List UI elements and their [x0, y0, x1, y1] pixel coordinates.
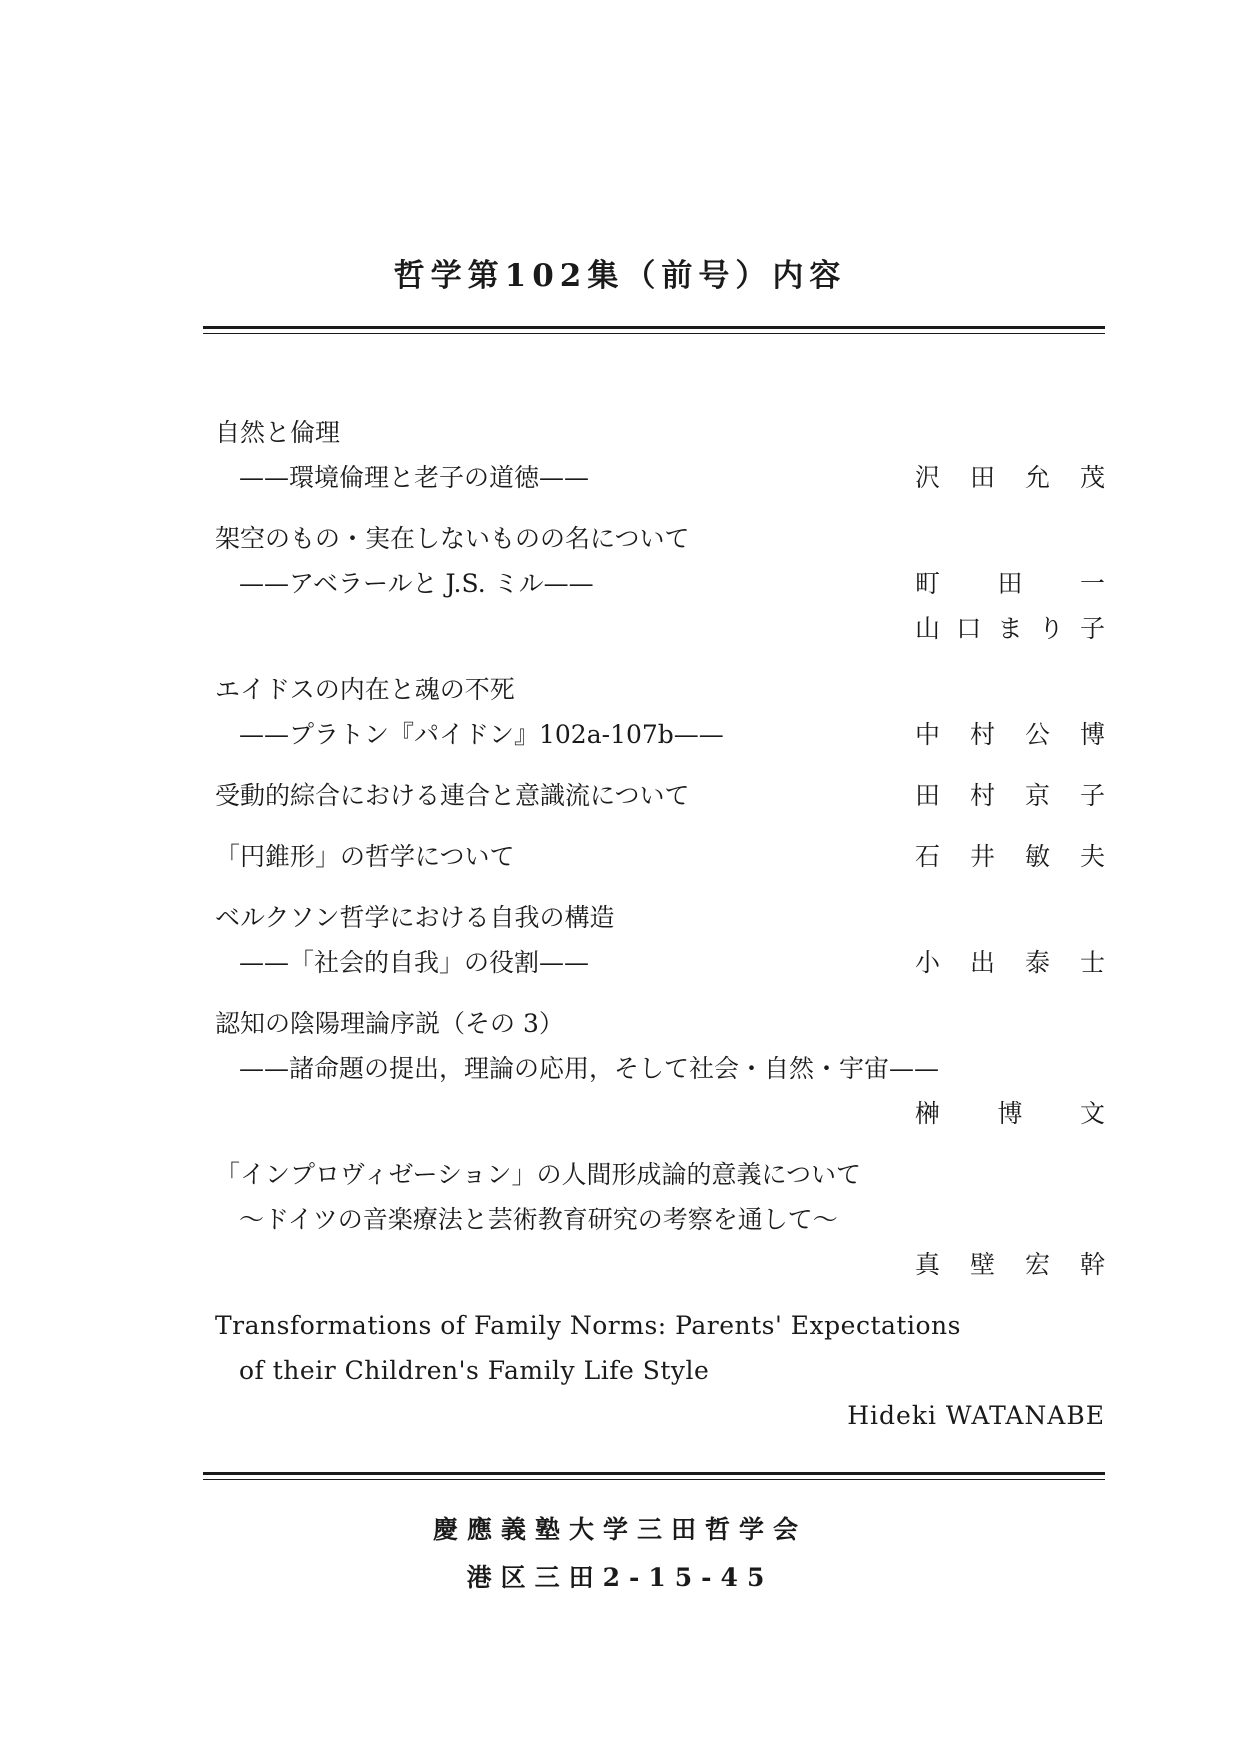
entry-subtitle: ——環境倫理と老子の道徳—— — [239, 463, 590, 492]
entry-title: 認知の陰陽理論序説（その 3） — [215, 1009, 564, 1038]
entry-subtitle: ——アベラールと J.S. ミル—— — [239, 569, 594, 598]
entry-author: 中 村 公 博 — [915, 720, 1105, 749]
entry-title: 受動的綜合における連合と意識流について — [215, 781, 690, 810]
toc-entry — [215, 410, 1105, 500]
entry-title: 「インプロヴィゼーション」の人間形成論的意義について — [215, 1160, 862, 1189]
entry-title: ベルクソン哲学における自我の構造 — [215, 903, 615, 932]
page-title: 哲学第102集（前号）内容 — [393, 258, 847, 294]
table-of-contents — [215, 410, 1105, 1438]
entry-author: 榊 博 文 — [915, 1099, 1105, 1128]
entry-author: 町 田 一 — [915, 569, 1105, 598]
toc-entry — [215, 834, 1105, 879]
toc-entry — [215, 1001, 1105, 1136]
entry-title: エイドスの内在と魂の不死 — [215, 675, 515, 704]
entry-author-second: 山 口 ま り 子 — [915, 614, 1105, 643]
toc-entry — [215, 1303, 1105, 1438]
entry-subtitle: of their Children's Family Life Style — [239, 1356, 710, 1385]
toc-entry — [215, 895, 1105, 985]
bottom-rule — [203, 1472, 1105, 1480]
toc-entry — [215, 516, 1105, 651]
publisher-name: 慶應義塾大学三田哲学会 — [432, 1515, 807, 1544]
entry-author: 小 出 泰 士 — [915, 948, 1105, 977]
entry-author: 石 井 敏 夫 — [915, 842, 1105, 871]
entry-title: 「円錐形」の哲学について — [215, 842, 515, 871]
entry-author: 真 壁 宏 幹 — [915, 1250, 1105, 1279]
entry-title: 架空のもの・実在しないものの名について — [215, 524, 690, 553]
entry-subtitle: ——プラトン『パイドン』102a-107b—— — [239, 720, 724, 749]
entry-title: 自然と倫理 — [215, 418, 341, 447]
entry-author: 沢 田 允 茂 — [915, 463, 1105, 492]
entry-author: Hideki WATANABE — [847, 1401, 1105, 1430]
entry-subtitle: ——諸命題の提出，理論の応用，そして社会・自然・宇宙—— — [239, 1054, 940, 1083]
entry-author: 田 村 京 子 — [915, 781, 1105, 810]
entry-subtitle: ——「社会的自我」の役割—— — [239, 948, 590, 977]
entry-subtitle: 〜ドイツの音楽療法と芸術教育研究の考察を通して〜 — [239, 1205, 838, 1234]
toc-entry — [215, 773, 1105, 818]
publisher-address: 港区三田2-15-45 — [466, 1563, 774, 1592]
toc-entry — [215, 1152, 1105, 1287]
toc-entry — [215, 667, 1105, 757]
entry-title: Transformations of Family Norms: Parents' Expectations — [215, 1311, 961, 1340]
top-rule — [203, 326, 1105, 334]
